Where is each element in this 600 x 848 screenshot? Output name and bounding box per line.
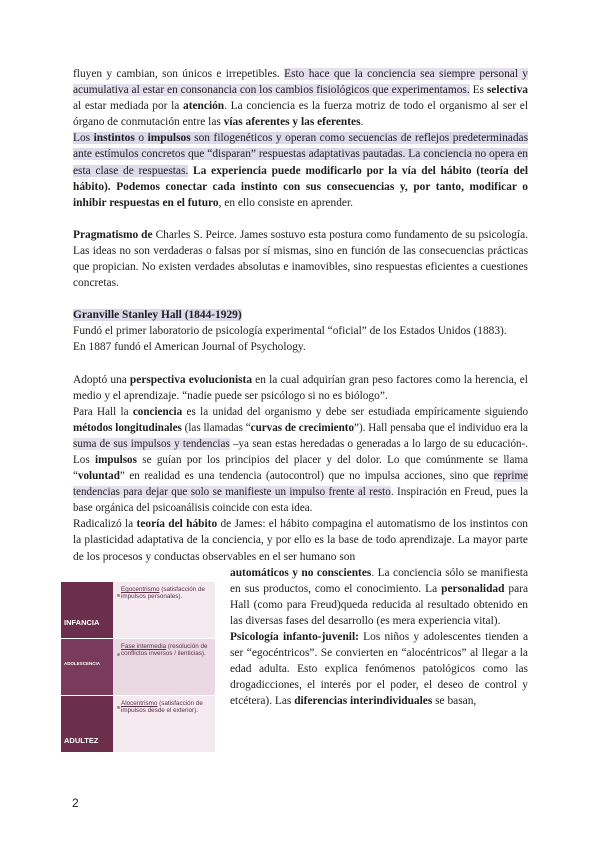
stage-adolescencia: ADOLESCENCIA <box>61 639 113 695</box>
section-heading: Granville Stanley Hall (1844-1929) <box>73 309 242 322</box>
highlight: Esto hace que la conciencia sea siempre personal y acumulativa al estar en consonancia con los cambios fisiológicos que experimentamos. <box>73 68 528 97</box>
development-diagram <box>61 582 215 752</box>
paragraph-evolucionista: Adoptó una perspectiva evolucionista en la cual adquirían gran peso factores como la herencia, el medio y el aprendizaje. “nadie puede ser psicólogo si no es biólogo”. <box>73 373 528 402</box>
stage-infancia: INFANCIA <box>61 582 113 638</box>
paragraph-infanto-juvenil: Psicología infanto-juvenil: Los niños y adolescentes tienden a ser “egocéntricos”. Se convierten en “alocéntricos” al llegar a la edad adulta. Esto explica fenómenos patológicos como las drogadicciones, el interés por el poder, el deseo de control y etcétera). Las diferencias interindividuales se basan, <box>230 631 528 708</box>
paragraph-instintos: Los instintos o impulsos son filogenéticos y operan como secuencias de reflejos predeterminadas ante estímulos concretos que “disparan” respuestas adaptativas pautadas. La conciencia no opera en esta clase de respuestas. La experiencia puede modificarlo por la vía del hábito (teoría del hábito). Podemos conectar cada instinto con sus consecuencias y, por tanto, modificar o inhibir respuestas en el futuro, en ello consiste en aprender. <box>73 132 529 209</box>
page-number: 2 <box>72 796 79 810</box>
stage-card: Fase intermedia (resolución de conflictos inversos / ilenticias). <box>113 639 215 695</box>
paragraph-conciencia: fluyen y cambian, son únicos e irrepetibles. Esto hace que la conciencia sea siempre personal y acumulativa al estar en consonancia con los cambios fisiológicos que experimentamos. Es selectiva al estar mediada por la atención. La conciencia es la fuerza motriz de todo el organismo al ser el órgano de conmutación entre las vías aferentes y las eferentes. <box>73 68 528 129</box>
paragraph-radicalizo: Radicalizó la teoría del hábito de James: el hábito compagina el automatismo de los instintos con la plasticidad adaptativa de la conciencia, y por ello es la base de todo aprendizaje. La mayor parte de los procesos y conductas observables en el ser humano son <box>73 518 528 563</box>
paragraph-pragmatismo: Pragmatismo de Charles S. Peirce. James sostuvo esta postura como fundamento de su psicología. Las ideas no son verdaderas o falsas por sí mismas, sino en función de las consecuencias prácticas que propician. No existen verdades absolutas e inamovibles, sino respuestas eficientes a cuestiones concretas. <box>73 228 528 290</box>
document-page <box>64 66 529 745</box>
stage-card: Egocentrismo (satisfacción de impulsos personales). <box>113 582 215 638</box>
paragraph-hall-conciencia: Para Hall la conciencia es la unidad del organismo y debe ser estudiada empíricamente siguiendo métodos longitudinales (las llamadas “curvas de crecimiento”). Hall pensaba que el individuo era la suma de sus impulsos y tendencias –ya sean estas heredadas o generadas a lo largo de su educación-. Los impulsos se guían por los principios del placer y del dolor. Lo que comúnmente se llama “voluntad” en realidad es una tendencia (autocontrol) que no impulsa acciones, sino que reprime tendencias para dejar que solo se manifieste un impulso frente al resto. Inspiración en Freud, pues la base orgánica del psicoanálisis coincide con esta idea. <box>73 405 529 515</box>
stage-adultez: ADULTEZ <box>61 696 113 752</box>
paragraph-journal: En 1887 fundó el American Journal of Psychology. <box>73 341 306 354</box>
paragraph-habito: automáticos y no conscientes. La conciencia sólo se manifiesta en sus productos, como el conocimiento. La personalidad para Hall (como para Freud)queda reducida al resultado obtenido en las diversas fases del desarrollo (es mera experiencia vital). <box>230 566 529 627</box>
paragraph-laboratorio: Fundó el primer laboratorio de psicología experimental “oficial” de los Estados Unidos (1883). <box>73 325 507 338</box>
stage-card: Alocentrismo (satisfacción de impulsos desde el exterior). <box>113 696 215 752</box>
